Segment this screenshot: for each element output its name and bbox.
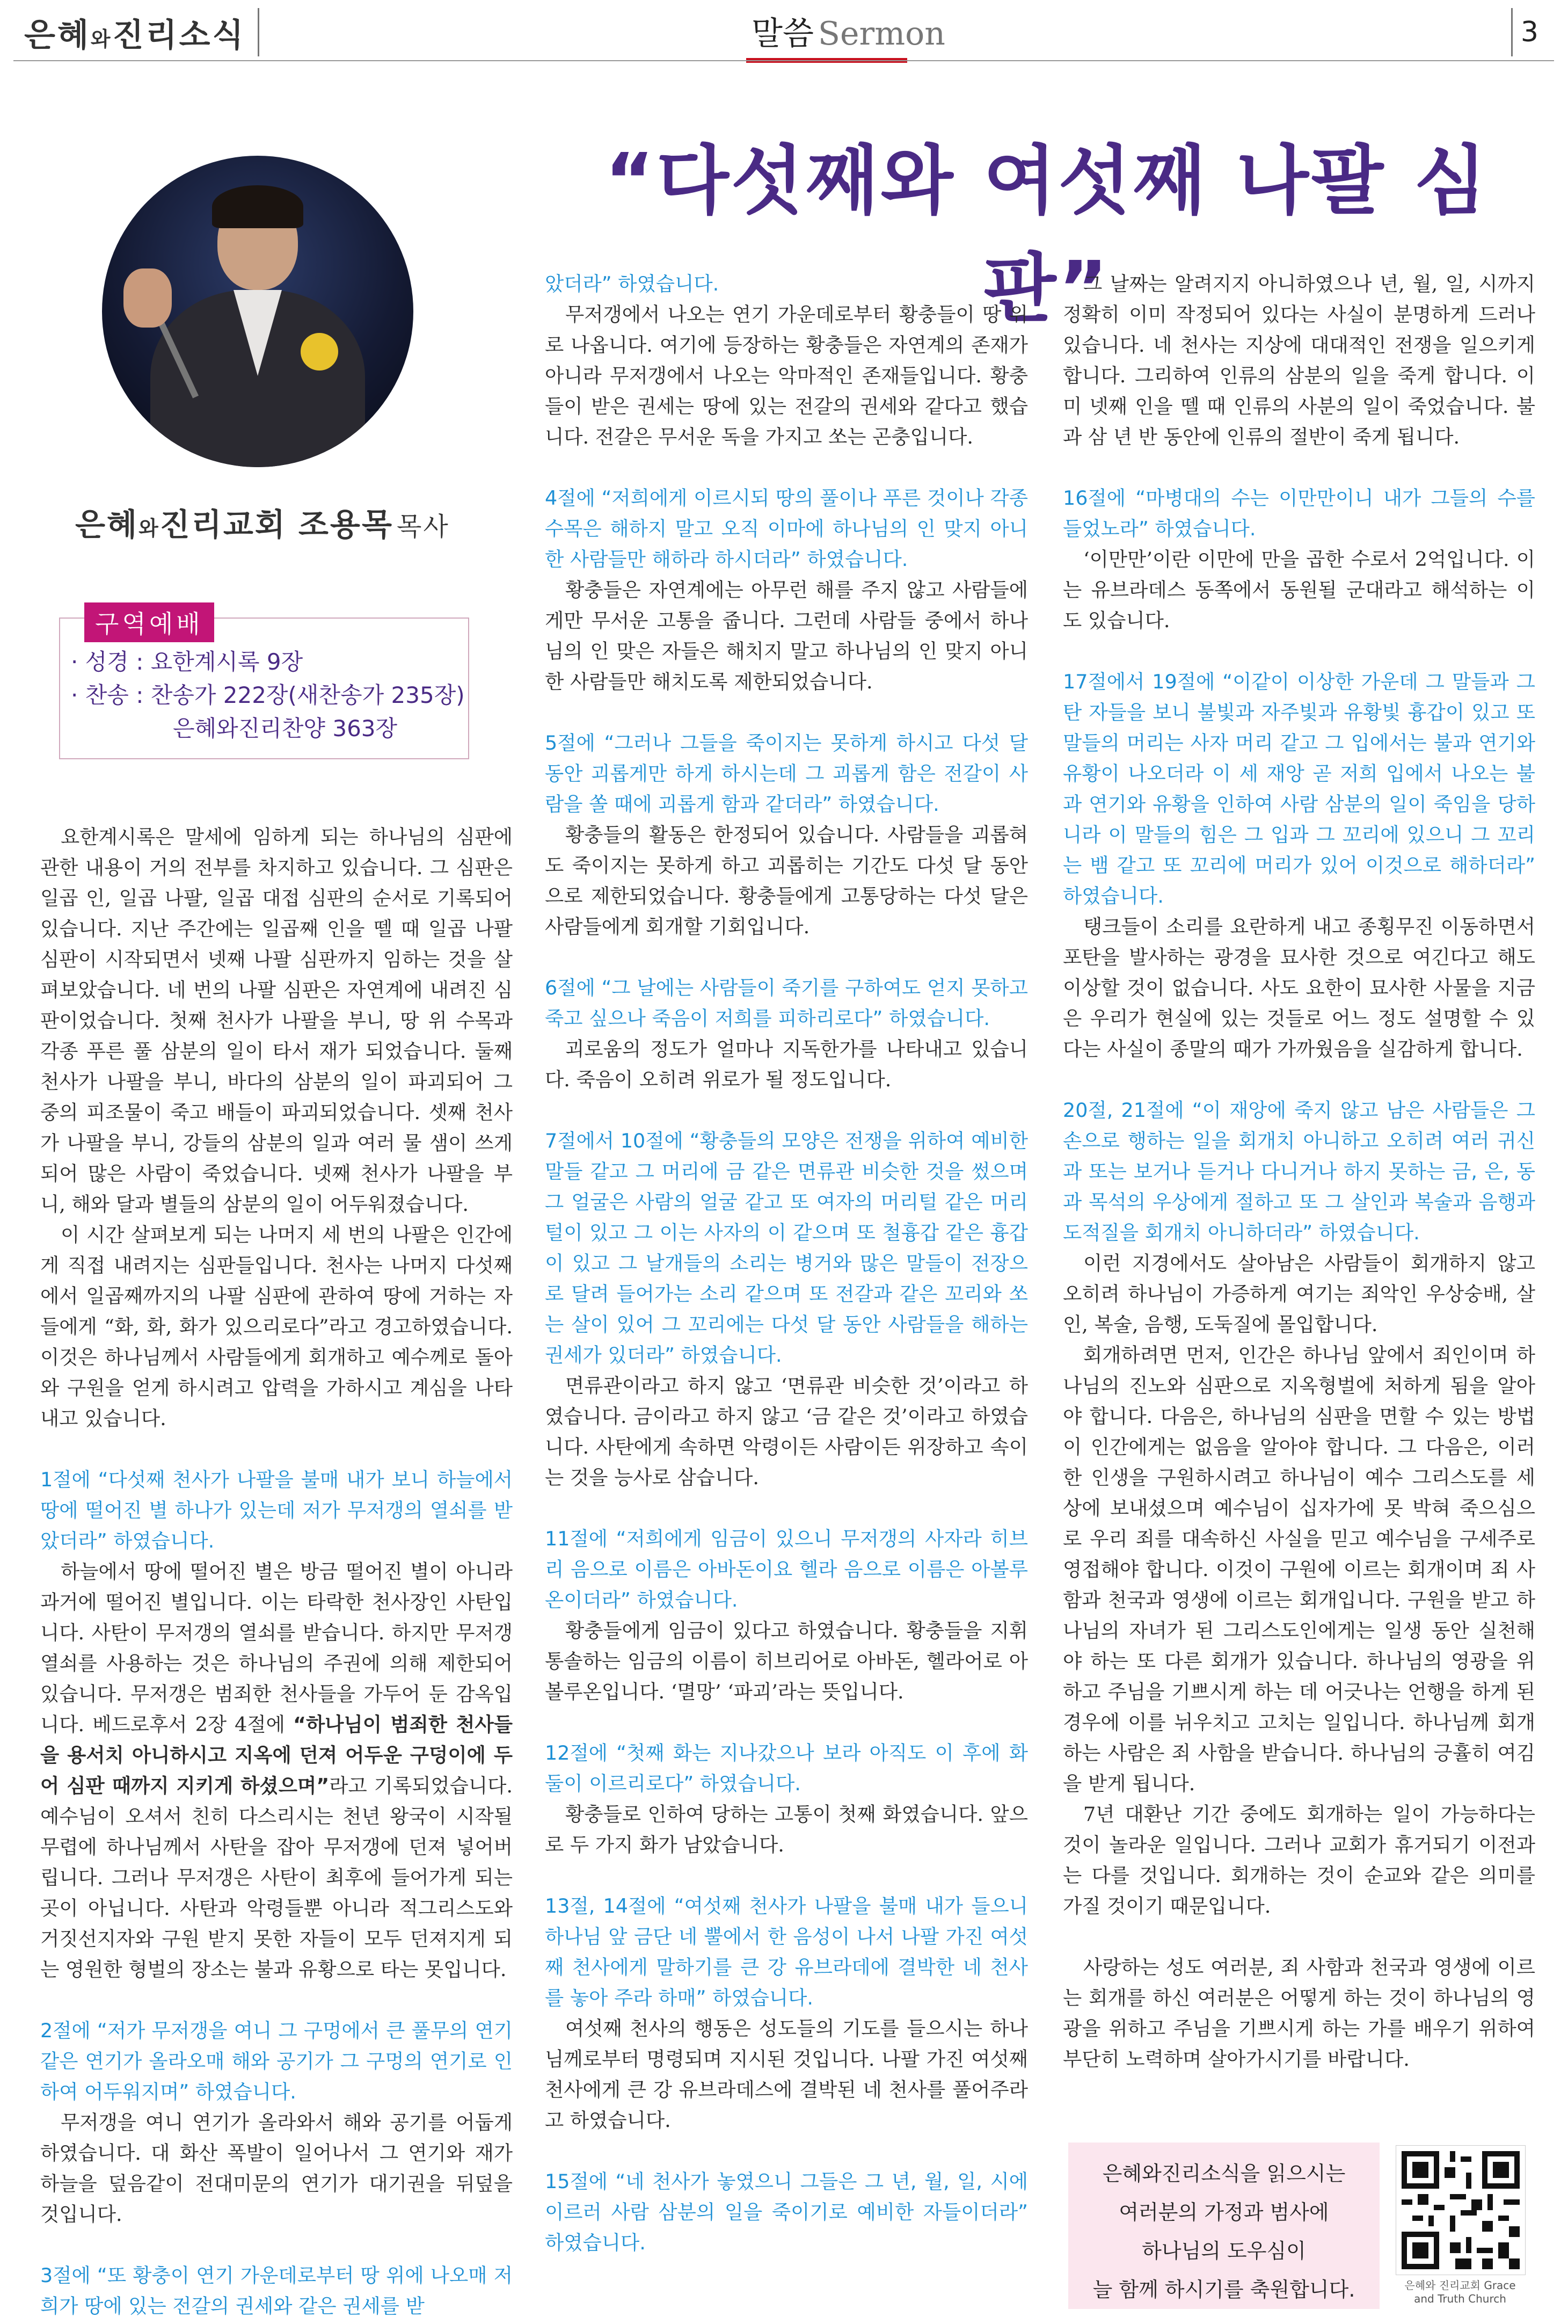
paragraph: 그 날짜는 알려지지 아니하였으나 년, 월, 일, 시까지 정확히 이미 작정되어 있다는 사실이 분명하게 드러나 있습니다. 네 천사는 지상에 대대적인 전쟁을 일으키게 합니다. 그리하여 인류의 삼분의 일을 죽게 합니다. 이미 넷째 인을 뗄 때 인류의 사분의 일이 죽었습니다. 불과 삼 년 반 동안에 인류의 절반이 죽게 됩니다.	[1063, 272, 1535, 448]
paragraph: 이 시간 살펴보게 되는 나머지 세 번의 나팔은 인간에게 직접 내려지는 심판들입니다. 천사는 나머지 다섯째에서 일곱째까지의 나팔 심판에 관하여 땅에 거하는 자들에게 “화, 화, 화가 있으리로다”라고 경고하였습니다. 이것은 하나님께서 사람들에게 회개하고 예수께로 돌아와 구원을 얻게 하시려고 압력을 가하시고 계심을 나타내고 있습니다.	[40, 1223, 513, 1430]
verse-quote: 3절에 “또 황충이 연기 가운데로부터 땅 위에 나오매 저희가 땅에 있는 전갈의 권세와 같은 권세를 받	[40, 2264, 513, 2318]
verse-quote: 17절에서 19절에 “이같이 이상한 가운데 그 말들과 그 탄 자들을 보니 불빛과 자주빛과 유황빛 흉갑이 있고 또 말들의 머리는 사자 머리 같고 그 입에서는 불과 연기와 유황이 나오더라 이 세 재앙 곧 저희 입에서 나오는 불과 연기와 유황을 인하여 사람 삼분의 일이 죽임을 당하니라 이 말들의 힘은 그 입과 그 꼬리에 있으니 그 꼬리는 뱀 같고 또 꼬리에 머리가 있어 이것으로 해하더라” 하였습니다.	[1063, 670, 1535, 907]
pastor-title: 목사	[397, 512, 450, 542]
qr-code-icon[interactable]	[1396, 2145, 1526, 2275]
verse-quote: 4절에 “저희에게 이르시되 땅의 풀이나 푸른 것이나 각종 수목은 해하지 말고 오직 이마에 하나님의 인 맞지 아니한 사람들만 해하라 하시더라” 하였습니다.	[545, 486, 1028, 571]
section-en: Sermon	[818, 15, 945, 53]
church-wa: 와	[138, 517, 160, 540]
verse-quote: 20절, 21절에 “이 재앙에 죽지 않고 남은 사람들은 그 손으로 행하는 일을 회개치 아니하고 오히려 여러 귀신과 또는 보거나 듣거나 다니거나 하지 못하는 금, 은, 동과 목석의 우상에게 절하고 또 그 살인과 복술과 음행과 도적질을 회개치 아니하더라” 하였습니다.	[1063, 1099, 1535, 1244]
scripture-label: · 성경 :	[71, 649, 151, 675]
paragraph: 황충들에게 임금이 있다고 하였습니다. 황충들을 지휘 통솔하는 임금의 이름이 히브리어로 아바돈, 헬라어로 아볼루온입니다. ‘멸망’ ‘파괴’라는 뜻입니다.	[545, 1619, 1028, 1703]
section-label	[752, 8, 945, 54]
qr-caption: 은혜와 진리교회 Grace and Truth Church	[1404, 2279, 1516, 2305]
column-3	[1063, 268, 1535, 2074]
paragraph: 사랑하는 성도 여러분, 죄 사함과 천국과 영생에 이르는 회개를 하신 여러분은 어떻게 하는 것이 하나님의 영광을 위하고 주님을 기쁘시게 하는 가를 배우기 위하여 부단히 노력하며 살아가시기를 바랍니다.	[1063, 1956, 1535, 2071]
newspaper-name	[24, 10, 245, 56]
paragraph: 이런 지경에서도 살아남은 사람들이 회개하지 않고 오히려 하나님이 가증하게 여기는 죄악인 우상숭배, 살인, 복술, 음행, 도둑질에 몰입합니다.	[1063, 1252, 1535, 1336]
blessing-note	[1068, 2143, 1380, 2309]
newspaper-name-a: 은혜	[24, 17, 91, 54]
verse-quote: 13절, 14절에 “여섯째 천사가 나팔을 불매 내가 들으니 하나님 앞 금단 네 뿔에서 한 음성이 나서 나팔 가진 여섯째 천사에게 말하기를 큰 강 유브라데에 결박한 네 천사를 놓아 주라 하매” 하였습니다.	[545, 1894, 1028, 2009]
header-rule	[13, 60, 1554, 61]
pastor-byline	[75, 499, 450, 544]
paragraph: ‘이만만’이란 이만에 만을 곱한 수로서 2억입니다. 이는 유브라데스 동쪽에서 동원될 군대라고 해석하는 이도 있습니다.	[1063, 548, 1535, 632]
page-number: 3	[1520, 16, 1538, 48]
worship-box	[59, 609, 469, 759]
newspaper-name-wa: 와	[90, 27, 113, 51]
column-2	[545, 268, 1028, 2258]
page-header	[0, 0, 1568, 64]
verse-quote: 2절에 “저가 무저갱을 여니 그 구멍에서 큰 풀무의 연기 같은 연기가 올라오매 해와 공기가 그 구멍의 연기로 인하여 어두워지며” 하였습니다.	[40, 2019, 513, 2103]
pastor-photo	[102, 156, 413, 467]
pastor-name: 조용목	[298, 506, 393, 543]
church-a: 은혜	[75, 506, 139, 543]
verse-quote: 7절에서 10절에 “황충들의 모양은 전쟁을 위하여 예비한 말들 같고 그 머리에 금 같은 면류관 비슷한 것을 썼으며 그 얼굴은 사람의 얼굴 같고 또 여자의 머리털 같은 머리털이 있고 그 이는 사자의 이 같으며 또 철흉갑 같은 흉갑이 있고 그 날개들의 소리는 병거와 많은 말들이 전장으로 달려 들어가는 소리 같으며 또 전갈과 같은 꼬리와 쏘는 살이 있어 그 꼬리에는 다섯 달 동안 사람들을 해하는 권세가 있더라” 하였습니다.	[545, 1129, 1028, 1367]
paragraph: 요한계시록은 말세에 임하게 되는 하나님의 심판에 관한 내용이 거의 전부를 차지하고 있습니다. 그 심판은 일곱 인, 일곱 나팔, 일곱 대접 심판의 순서로 기록되어 있습니다. 지난 주간에는 일곱째 인을 뗄 때 일곱 나팔 심판이 시작되면서 넷째 나팔 심판까지 임하는 것을 살펴보았습니다. 네 번의 나팔 심판은 자연계에 내려진 심판이었습니다. 첫째 천사가 나팔을 부니, 땅 위 수목과 각종 푸른 풀 삼분의 일이 타서 재가 되었습니다. 둘째 천사가 나팔을 부니, 바다의 삼분의 일이 파괴되어 그 중의 피조물이 죽고 배들이 파괴되었습니다. 셋째 천사가 나팔을 부니, 강들의 삼분의 일과 여러 물 샘이 쓰게 되어 많은 사람이 죽었습니다. 넷째 천사가 나팔을 부니, 해와 달과 별들의 삼분의 일이 어두워졌습니다.	[40, 825, 513, 1216]
paragraph: 황충들로 인하여 당하는 고통이 첫째 화였습니다. 앞으로 두 가지 화가 남았습니다.	[545, 1803, 1028, 1856]
paragraph: 7년 대환난 기간 중에도 회개하는 일이 가능하다는 것이 놀라운 일입니다. 그러나 교회가 휴거되기 이전과는 다를 것입니다. 회개하는 것이 순교와 같은 의미를 가질 것이기 때문입니다.	[1063, 1803, 1536, 1918]
paragraph: 면류관이라고 하지 않고 ‘면류관 비슷한 것’이라고 하였습니다. 금이라고 하지 않고 ‘금 같은 것’이라고 하였습니다. 사탄에게 속하면 악령이든 사람이든 위장하고 속이는 것을 능사로 삼습니다.	[545, 1374, 1028, 1489]
header-divider-right	[1511, 8, 1513, 56]
paragraph: 탱크들이 소리를 요란하게 내고 종횡무진 이동하면서 포탄을 발사하는 광경을 묘사한 것으로 여긴다고 해도 이상할 것이 없습니다. 사도 요한이 묘사한 사물을 지금은 우리가 현실에 있는 것들로 어느 정도 설명할 수 있다는 사실이 종말의 때가 가까웠음을 실감하게 합니다.	[1063, 915, 1535, 1061]
paragraph: 무저갱에서 나오는 연기 가운데로부터 황충들이 땅 위로 나옵니다. 여기에 등장하는 황충들은 자연계의 존재가 아니라 무저갱에서 나오는 악마적인 존재들입니다. 황충들이 받은 권세는 땅에 있는 전갈의 권세와 같다고 했습니다. 전갈은 무서운 독을 가지고 쏘는 곤충입니다.	[545, 303, 1028, 448]
verse-quote: 12절에 “첫째 화는 지나갔으나 보라 아직도 이 후에 화 둘이 이르리로다” 하였습니다.	[545, 1741, 1028, 1795]
note-line: 여러분의 가정과 범사에	[1119, 2200, 1329, 2224]
paragraph: 황충들의 활동은 한정되어 있습니다. 사람들을 괴롭혀도 죽이지는 못하게 하고 괴롭히는 기간도 다섯 달 동안으로 제한되었습니다. 황충들에게 고통당하는 다섯 달은 사람들에게 회개할 기회입니다.	[545, 823, 1028, 938]
church-b: 진리교회	[159, 506, 287, 543]
hymn-label: · 찬송 :	[71, 682, 151, 708]
column-1	[40, 822, 513, 2321]
paragraph: 하늘에서 땅에 떨어진 별은 방금 떨어진 별이 아니라 과거에 떨어진 별입니다. 이는 타락한 천사장인 사탄입니다. 사탄이 무저갱의 열쇠를 받습니다. 하지만 무저갱 열쇠를 사용하는 것은 하나님의 주권에 의해 제한되어 있습니다. 무저갱은 범죄한 천사들을 가두어 둔 감옥입니다. 베드로후서 2장 4절에 “하나님이 범죄한 천사들을 용서치 아니하시고 지옥에 던져 어두운 구덩이에 두어 심판 때까지 지키게 하셨으며”라고 기록되었습니다. 예수님이 오셔서 친히 다스리시는 천년 왕국이 시작될 무렵에 하나님께서 사탄을 잡아 무저갱에 던져 넣어버립니다. 그러나 무저갱은 사탄이 최후에 들어가게 되는 곳이 아닙니다. 사탄과 악령들뿐 아니라 적그리스도와 거짓선지자와 구원 받지 못한 자들이 모두 던져지게 되는 영원한 형벌의 장소는 불과 유황으로 타는 못입니다.	[40, 1560, 513, 1981]
verse-quote: 6절에 “그 날에는 사람들이 죽기를 구하여도 얻지 못하고 죽고 싶으나 죽음이 저희를 피하리로다” 하였습니다.	[545, 976, 1028, 1030]
sermon-title: “다섯째와 여섯째 나팔 심판”	[604, 137, 1489, 333]
verse-quote: 15절에 “네 천사가 놓였으니 그들은 그 년, 월, 일, 시에 이르러 사람 삼분의 일을 죽이기로 예비한 자들이더라” 하였습니다.	[545, 2170, 1028, 2254]
note-line: 하나님의 도우심이	[1142, 2239, 1306, 2263]
note-line: 은혜와진리소식을 읽으시는	[1102, 2162, 1346, 2185]
hymn-2: 은혜와진리찬양 363장	[173, 715, 398, 742]
verse-quote: 1절에 “다섯째 천사가 나팔을 불매 내가 보니 하늘에서 땅에 떨어진 별 하나가 있는데 저가 무저갱의 열쇠를 받았더라” 하였습니다.	[40, 1468, 513, 1552]
worship-tag: 구역예배	[84, 602, 214, 642]
bold-quote: “하나님이 범죄한 천사들을 용서치 아니하시고 지옥에 던져 어두운 구덩이에 두어 심판 때까지 지키게 하셨으며”	[40, 1713, 513, 1797]
header-divider	[258, 8, 259, 56]
note-line: 늘 함께 하시기를 축원합니다.	[1092, 2278, 1355, 2301]
paragraph: 여섯째 천사의 행동은 성도들의 기도를 들으시는 하나님께로부터 명령되며 지시된 것입니다. 나팔 가진 여섯째 천사에게 큰 강 유브라데스에 결박된 네 천사를 풀어주라고 하였습니다.	[545, 2017, 1028, 2132]
newspaper-name-b: 진리소식	[112, 17, 246, 54]
section-ko: 말씀	[752, 15, 814, 53]
paragraph: 황충들은 자연계에는 아무런 해를 주지 않고 사람들에게만 무서운 고통을 줍니다. 그런데 사람들 중에서 하나님의 인 맞은 자들은 해치지 말고 하나님의 인 맞지 아니한 사람들만 해치도록 제한되었습니다.	[545, 578, 1028, 693]
verse-quote: 았더라” 하였습니다.	[545, 272, 719, 295]
paragraph: 회개하려면 먼저, 인간은 하나님 앞에서 죄인이며 하나님의 진노와 심판으로 지옥형벌에 처하게 됨을 알아야 합니다. 다음은, 하나님의 심판을 면할 수 있는 방법이 인간에게는 없음을 알아야 합니다. 그 다음은, 이러한 인생을 구원하시려고 하나님이 예수 그리스도를 세상에 보내셨으며 예수님이 십자가에 못 박혀 죽으심으로 우리 죄를 대속하신 사실을 믿고 예수님을 구세주로 영접해야 합니다. 이것이 구원에 이르는 회개이며 죄 사함과 천국과 영생에 이르는 회개입니다. 구원을 받고 하나님의 자녀가 된 그리스도인에게는 일생 동안 실천해야 하는 또 다른 회개가 있습니다. 하나님의 영광을 위하고 주님을 기쁘시게 하는 데 어긋나는 언행을 하게 된 경우에 이를 뉘우치고 고치는 일입니다. 하나님께 회개하는 사람은 죄 사함을 받습니다. 하나님의 긍휼히 여김을 받게 됩니다.	[1063, 1343, 1535, 1795]
paragraph: 무저갱을 여니 연기가 올라와서 해와 공기를 어둡게 하였습니다. 대 화산 폭발이 일어나서 그 연기와 재가 하늘을 덮음같이 전대미문의 연기가 대기권을 뒤덮을 것입니다.	[40, 2111, 513, 2226]
verse-quote: 11절에 “저희에게 임금이 있으니 무저갱의 사자라 히브리 음으로 이름은 아바돈이요 헬라 음으로 이름은 아볼루온이더라” 하였습니다.	[545, 1527, 1028, 1611]
verse-quote: 16절에 “마병대의 수는 이만만이니 내가 그들의 수를 들었노라” 하였습니다.	[1063, 486, 1535, 540]
verse-quote: 5절에 “그러나 그들을 죽이지는 못하게 하시고 다섯 달 동안 괴롭게만 하게 하시는데 그 괴롭게 함은 전갈이 사람을 쏠 때에 괴롭게 함과 같더라” 하였습니다.	[545, 731, 1028, 816]
hymn: 찬송가 222장(새찬송가 235장)	[150, 682, 465, 708]
scripture: 요한계시록 9장	[150, 649, 303, 675]
paragraph: 괴로움의 정도가 얼마나 지독한가를 나타내고 있습니다. 죽음이 오히려 위로가 될 정도입니다.	[545, 1037, 1028, 1091]
